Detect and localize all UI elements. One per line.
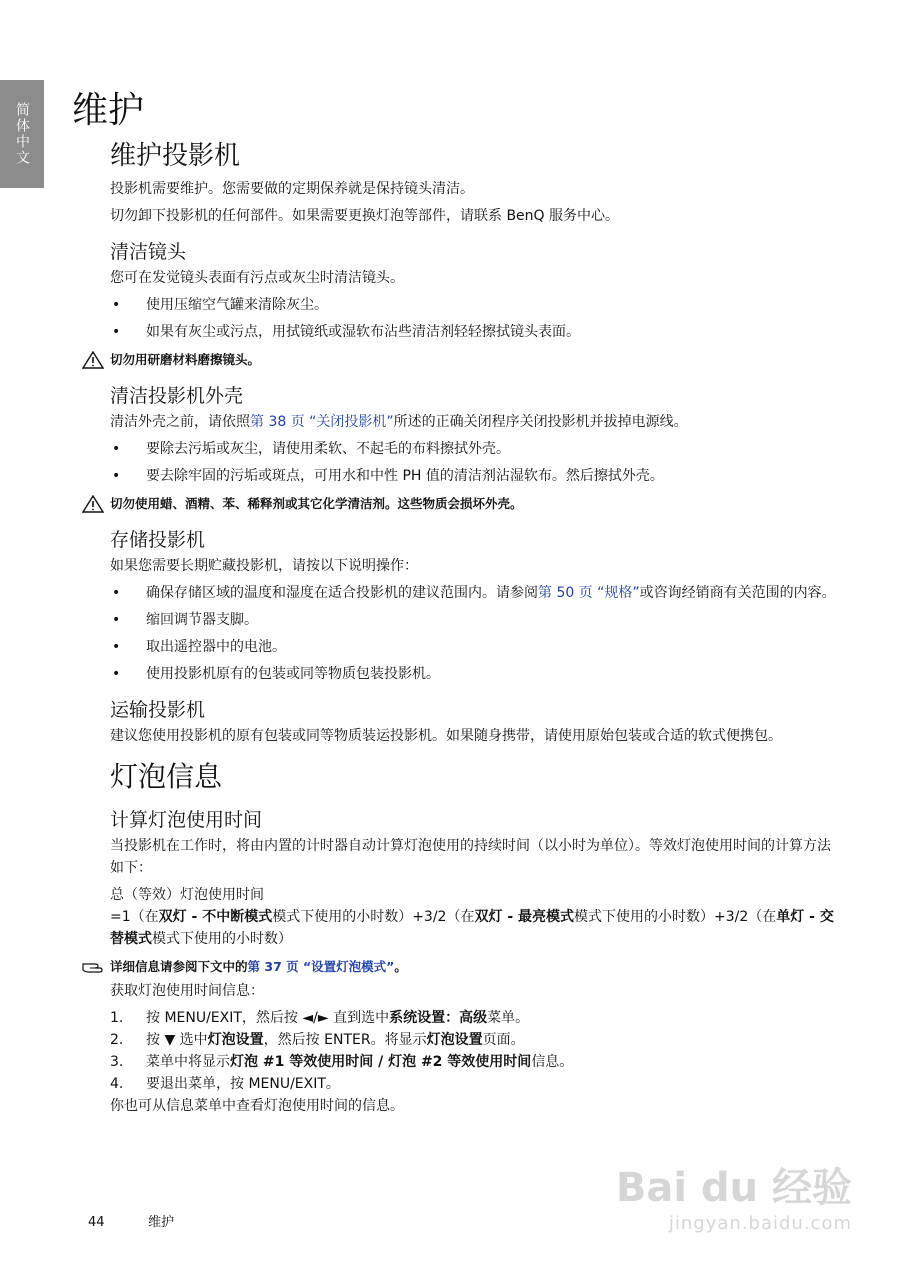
page-link[interactable]: 第 37 页 “设置灯泡模式”	[247, 959, 395, 974]
list-item: • 取出遥控器中的电池。	[110, 636, 840, 658]
paragraph: 您可在发觉镜头表面有污点或灰尘时清洁镜头。	[110, 270, 404, 286]
pointing-hand-icon	[82, 958, 104, 976]
subsection-title-transport: 运输投影机	[110, 699, 206, 721]
paragraph: 建议您使用投影机的原有包装或同等物质装运投影机。如果随身携带，请使用原始包装或合适的软式便携包。	[110, 728, 782, 744]
paragraph: 切勿卸下投影机的任何部件。如果需要更换灯泡等部件，请联系 BenQ 服务中心。	[110, 208, 620, 224]
list-item: 1. 按 MENU/EXIT，然后按 ◄/► 直到选中系统设置：高级菜单。	[110, 1010, 530, 1026]
bullet-list	[110, 438, 840, 487]
list-item: 3. 菜单中将显示灯泡 #1 等效使用时间 / 灯泡 #2 等效使用时间信息。	[110, 1054, 574, 1070]
list-item: • 要去除牢固的污垢或斑点，可用水和中性 PH 值的清洁剂沾湿软布。然后擦拭外壳。	[110, 465, 840, 487]
list-item: • 使用压缩空气罐来清除灰尘。	[110, 294, 840, 316]
paragraph: 投影机需要维护。您需要做的定期保养就是保持镜头清洁。	[110, 181, 474, 197]
main-content	[110, 138, 840, 1122]
paragraph: 如果您需要长期贮藏投影机，请按以下说明操作：	[110, 558, 418, 574]
subsection-title-case: 清洁投影机外壳	[110, 385, 244, 407]
steps-list	[110, 1007, 840, 1095]
page-link[interactable]: 第 50 页 “规格”	[538, 585, 640, 601]
list-item: 4. 要退出菜单，按 MENU/EXIT。	[110, 1076, 340, 1092]
watermark: Bai du 经验 jingyan.baidu.com	[615, 1165, 852, 1234]
page-title: 维护	[72, 90, 145, 131]
subsection-title-storage: 存储投影机	[110, 529, 206, 551]
paragraph: 获取灯泡使用时间信息：	[110, 983, 264, 999]
formula-label: 总（等效）灯泡使用时间	[110, 887, 264, 903]
paragraph: 当投影机在工作时，将由内置的计时器自动计算灯泡使用的持续时间（以小时为单位）。等效灯泡使用时间的计算方法如下：	[110, 838, 831, 876]
language-tab: 简体中文	[0, 80, 44, 188]
warning-icon	[82, 351, 104, 369]
warning-note: 切勿使用蜡、酒精、苯、稀释剂或其它化学清洁剂。这些物质会损坏外壳。	[82, 493, 840, 515]
list-item: 2. 按 ▼ 选中灯泡设置，然后按 ENTER。将显示灯泡设置页面。	[110, 1032, 525, 1048]
bullet-list	[110, 582, 840, 685]
list-item: • 如果有灰尘或污点，用拭镜纸或湿软布沾些清洁剂轻轻擦拭镜头表面。	[110, 321, 840, 343]
section-title-maintain: 维护投影机	[110, 141, 241, 171]
list-item: • 缩回调节器支脚。	[110, 609, 840, 631]
bullet-list	[110, 294, 840, 343]
tip-note: 详细信息请参阅下文中的第 37 页 “设置灯泡模式”。	[82, 956, 840, 978]
paragraph: 清洁外壳之前，请依照第 38 页 “关闭投影机”所述的正确关闭程序关闭投影机并拔掉电源线。	[110, 414, 688, 430]
subsection-title-calc: 计算灯泡使用时间	[110, 809, 263, 831]
section-title-lamp: 灯泡信息	[110, 760, 223, 793]
footer-section: 维护	[148, 1215, 175, 1230]
subsection-title-lens: 清洁镜头	[110, 241, 187, 263]
warning-note: 切勿用研磨材料磨擦镜头。	[82, 349, 840, 371]
list-item: • 确保存储区域的温度和湿度在适合投影机的建议范围内。请参阅第 50 页 “规格”或咨询经销商有关范围的内容。	[110, 582, 840, 604]
page-link[interactable]: 第 38 页 “关闭投影机”	[250, 414, 394, 430]
paragraph: 你也可从信息菜单中查看灯泡使用时间的信息。	[110, 1098, 404, 1114]
list-item: • 使用投影机原有的包装或同等物质包装投影机。	[110, 663, 840, 685]
warning-icon	[82, 495, 104, 513]
list-item: • 要除去污垢或灰尘，请使用柔软、不起毛的布料擦拭外壳。	[110, 438, 840, 460]
formula: =1（在双灯 - 不中断模式模式下使用的小时数）+3/2（在双灯 - 最亮模式模式下使用的小时数）+3/2（在单灯 - 交替模式模式下使用的小时数）	[110, 909, 834, 947]
page-footer	[88, 1211, 174, 1230]
page-number: 44	[88, 1215, 105, 1230]
